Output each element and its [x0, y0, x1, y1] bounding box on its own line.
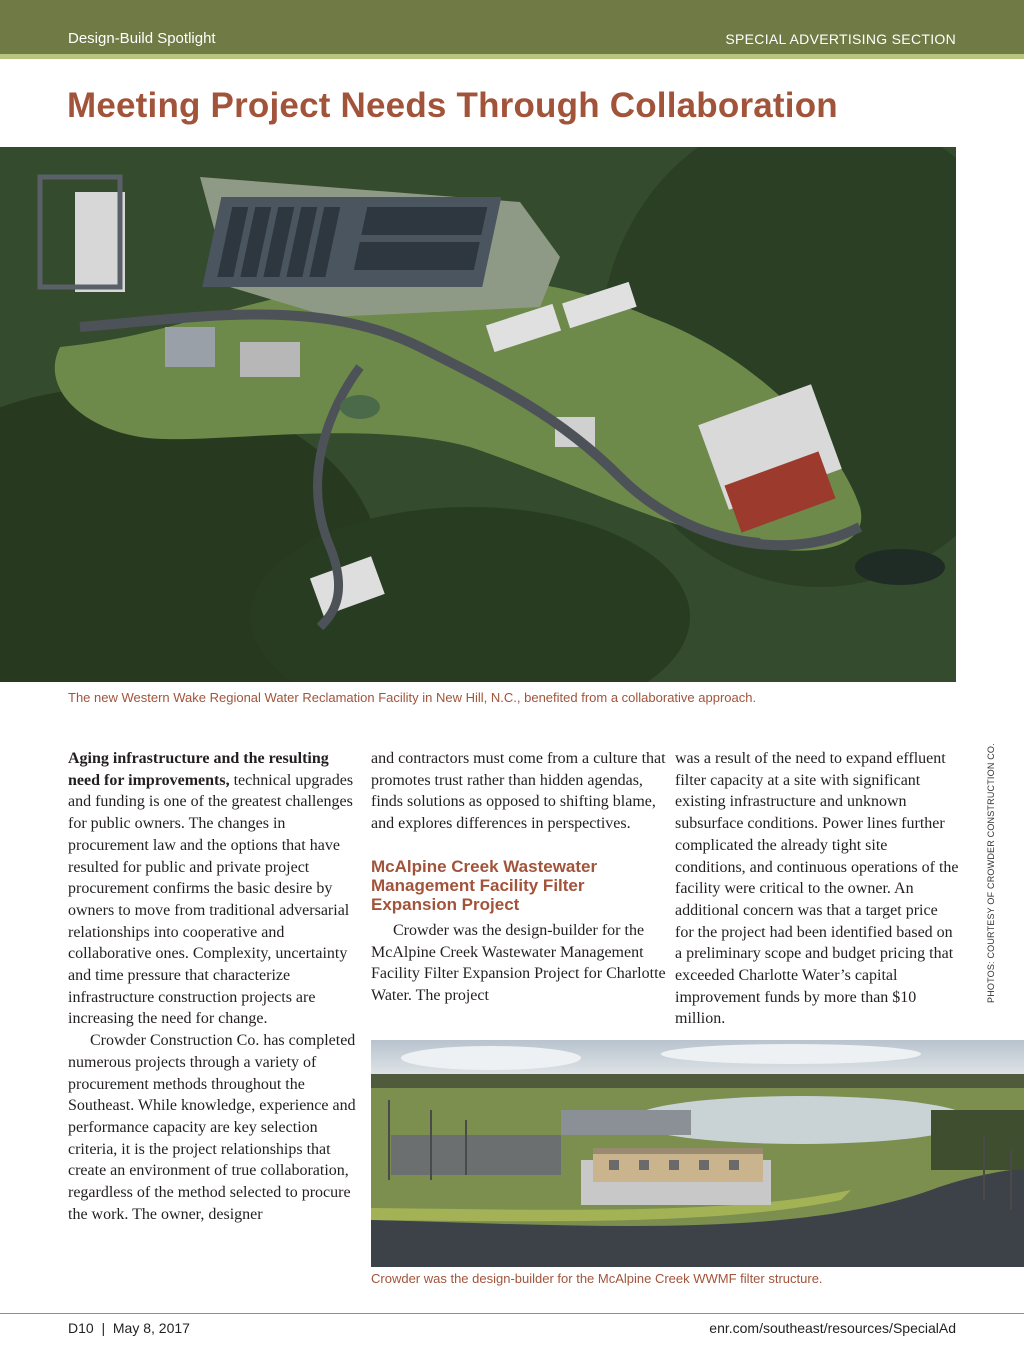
paragraph-2-continued: and contractors must come from a culture that promotes trust rather than hidden agendas, finds solutions as opposed to shifting blame, and explores differences in perspectives. [371, 750, 666, 833]
page-info: D10 | May 8, 2017 [68, 1320, 190, 1336]
filter-structure-photo [371, 1040, 1024, 1267]
subheading: McAlpine Creek Wastewater Management Facility Filter Expansion Project [371, 856, 598, 914]
paragraph-3: Crowder was the design-builder for the McAlpine Creek Wastewater Management Facility Filter Expansion Project for Charlotte Water. The project [371, 921, 666, 1004]
paragraph-2: Crowder Construction Co. has completed numerous projects through a variety of procurement methods throughout the Southeast. While knowledge, experience and performance capacity are key selection criteria, it is the project relationships that create an environment of true collaboration, regardless of the method selected to procure the work. The owner, designer [68, 1032, 356, 1223]
photo-caption-2: Crowder was the design-builder for the McAlpine Creek WWMF filter structure. [371, 1271, 823, 1286]
lead-in: Aging infrastructure and the resulting need for improvements, [68, 750, 329, 789]
paragraph-1-text: technical upgrades and funding is one of the greatest challenges for public owners. The changes in procurement law and the options that have resulted for public and private project procurement confirms the basic desire by owners to move from traditional adversarial relationships into cooperative and collaborative ones. Complexity, uncertainty and time pressure that characterize infrastructure construction projects are increasing the need for change. [68, 771, 354, 1028]
body-column-1 [68, 748, 358, 1225]
section-name: Design-Build Spotlight [68, 30, 216, 47]
body-column-2 [371, 748, 666, 1007]
photo-caption: The new Western Wake Regional Water Reclamation Facility in New Hill, N.C., benefited from a collaborative approach. [68, 690, 757, 705]
footer-rule [0, 1313, 1024, 1314]
aerial-photo [0, 147, 956, 682]
footer-url: enr.com/southeast/resources/SpecialAd [709, 1320, 956, 1336]
filter-structure-photo-drawing [371, 1040, 1024, 1267]
paragraph-3-continued: was a result of the need to expand effluent filter capacity at a site with significant existing infrastructure and unknown subsurface conditions. Power lines further complicated the already tight site conditions, and continuous operations of the facility were critical to the owner. An additional concern was that a target price for the project had been identified based on a preliminary scope and budget pricing that exceeded Charlotte Water’s capital improvement funds by more than $10 million. [675, 750, 959, 1028]
page-title: Meeting Project Needs Through Collaboration [67, 86, 838, 125]
photo-credit: PHOTOS: COURTESY OF CROWDER CONSTRUCTION CO. [986, 743, 996, 1003]
advertising-label: SPECIAL ADVERTISING SECTION [725, 31, 956, 47]
header-accent-line [0, 54, 1024, 59]
paragraph-1 [68, 748, 358, 1030]
body-column-3 [675, 748, 960, 1030]
aerial-photo-drawing [0, 147, 956, 682]
